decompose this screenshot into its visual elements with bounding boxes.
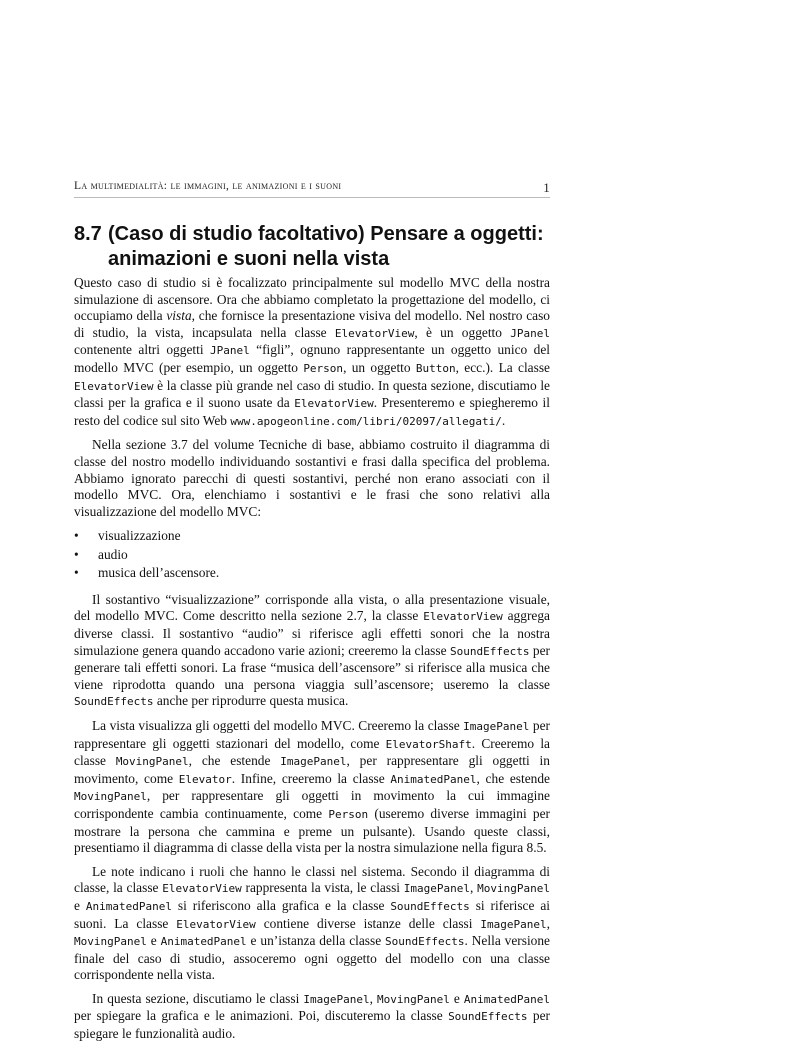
text-run: e (449, 990, 464, 1006)
code-class: SoundEffects (385, 935, 465, 949)
text-run: Le note indicano i ruoli che hanno le classi nel sistema. Secondo il diagramma di classe, la classe (74, 863, 550, 896)
code-class: JPanel (510, 326, 550, 340)
paragraph-section-plan (74, 991, 550, 1043)
text-run: . Creeremo la classe (74, 735, 551, 769)
paragraph-notes (74, 864, 550, 984)
bullet-icon: • (74, 565, 79, 581)
text-run: per spiegare la grafica e le animazioni. Poi, discuteremo la classe (74, 1008, 449, 1024)
code-class: MovingPanel (115, 755, 189, 769)
text-run: . Nella versione finale del caso di studio, assoceremo ogni oggetto del modello con una classe corrispondente nella vista. (74, 933, 551, 983)
running-head (74, 180, 550, 198)
text-run: , che estende (188, 753, 281, 769)
emphasis: vista (166, 308, 192, 324)
text-run: . Infine, creeremo la classe (231, 770, 391, 786)
text-run: aggrega diverse classi. Il sostantivo “audio” si riferisce agli effetti sonori che la nostra simulazione genera quando accadono varie azioni; creeremo la classe (74, 608, 550, 658)
text-run: anche per riprodurre questa musica. (153, 693, 349, 709)
code-class: Elevator (178, 772, 232, 786)
text-run: , per rappresentare gli oggetti in movimento la cui immagine corrispondente cambia continuamente, come (74, 788, 550, 821)
text-run: La vista visualizza gli oggetti del modello MVC. Creeremo la classe (92, 717, 464, 733)
section-heading (74, 222, 554, 272)
code-class: ElevatorView (176, 917, 256, 931)
code-class: ElevatorView (74, 379, 154, 393)
text-run: . (501, 412, 506, 428)
text-run: e (74, 897, 86, 913)
code-class: ElevatorView (162, 882, 242, 896)
code-class: AnimatedPanel (463, 992, 551, 1006)
list-item (74, 564, 550, 583)
section-number: 8.7 (74, 223, 102, 245)
text-run: , (546, 915, 550, 931)
page-number: 1 (543, 180, 550, 195)
bullet-icon: • (74, 546, 79, 562)
code-class: AnimatedPanel (390, 772, 477, 786)
code-class: MovingPanel (477, 882, 551, 896)
text-run: , per rappresentare gli oggetti in movimento, come (74, 753, 550, 786)
list-item-text: audio (98, 546, 128, 562)
text-run: contiene diverse istanze delle classi (255, 915, 481, 931)
paragraph-view-objects (74, 718, 550, 857)
text-run: , un oggetto (343, 359, 416, 375)
code-class: ElevatorView (294, 397, 374, 411)
code-class: ElevatorShaft (385, 737, 472, 751)
code-class: SoundEffects (449, 644, 530, 658)
code-class: MovingPanel (74, 790, 147, 804)
code-class: ImagePanel (480, 917, 547, 931)
code-class: ElevatorView (423, 610, 503, 624)
text-run: , è un oggetto (414, 324, 511, 340)
code-url: www.apogeonline.com/libri/02097/allegati/ (230, 414, 502, 428)
list-item (74, 546, 550, 565)
text-run: contenente altri oggetti (74, 342, 210, 358)
text-run: (useremo diverse immagini per mostrare la persona che cammina e preme un pulsante). Usando queste classi, presentiamo il diagramma di classe della vista per la nostra simulazione nella figura 8.5. (74, 805, 551, 856)
code-class: MovingPanel (377, 992, 450, 1006)
list-item-text: musica dell’ascensore. (98, 565, 220, 581)
text-run: per spiegare le funzionalità audio. (74, 1008, 550, 1042)
code-class: ImagePanel (463, 719, 530, 733)
code-class: Button (415, 361, 456, 375)
code-class: SoundEffects (390, 899, 470, 913)
text-run: si riferisce ai suoni. La classe (74, 897, 551, 931)
code-class: SoundEffects (448, 1010, 528, 1024)
running-head-title: La multimedialità: le immagini, le animazioni e i suoni (74, 180, 342, 192)
text-run: In questa sezione, discutiamo le classi (92, 990, 304, 1006)
text-run: si riferiscono alla grafica e la classe (171, 897, 391, 913)
section-title-line1: (Caso di studio facoltativo) Pensare a oggetti: (108, 223, 544, 245)
text-run: rappresenta la vista, le classi (241, 880, 404, 896)
code-class: AnimatedPanel (85, 899, 172, 913)
text-run: . Presenteremo e spiegheremo il resto del codice sul sito Web (74, 395, 550, 428)
text-run: per rappresentare gli oggetti stazionari del modello, come (74, 717, 550, 751)
text-run: “figli”, ognuno rappresentante un oggetto unico del modello MVC (per esempio, un oggetto (74, 342, 551, 375)
code-class: ElevatorView (334, 326, 415, 340)
text-run: , che fornisce la presentazione visiva del modello. Nel nostro caso di studio, la vista, incapsulata nella classe (74, 308, 550, 340)
bullet-list (74, 527, 550, 583)
text-run: e un’istanza della classe (246, 933, 386, 949)
code-class: ImagePanel (280, 755, 347, 769)
text-run: , (369, 990, 377, 1006)
code-class: ImagePanel (403, 882, 471, 896)
text-run: e (146, 933, 161, 949)
paragraph-intro (74, 275, 550, 430)
text-run: Questo caso di studio si è focalizzato principalmente sul modello MVC della nostra simulazione di ascensore. Ora che abbiamo completato la progettazione del modello, ci occupiamo della (74, 275, 550, 324)
text-run: , (470, 880, 478, 896)
text-run: , ecc.). La classe (455, 359, 550, 375)
text-run: per generare tali effetti sonori. La frase “musica dell’ascensore” si riferisce alla musica che viene riprodotta quando una persona viaggia sull’ascensore; useremo la classe (74, 642, 550, 692)
code-class: SoundEffects (74, 695, 154, 709)
code-class: JPanel (209, 344, 250, 358)
list-item (74, 527, 550, 546)
body-text (74, 275, 550, 1050)
code-class: Person (328, 807, 369, 821)
paragraph-nouns: Nella sezione 3.7 del volume Tecniche di base, abbiamo costruito il diagramma di classe del nostro modello individuando sostantivi e frasi dalla specifica del problema. Abbiamo ignorato parecchi di questi sostantivi, perché non erano associati con il modello MVC. Ora, elenchiamo i sostantivi e le frasi che sono relativi alla visualizzazione del modello MVC: (74, 437, 550, 519)
text-run: , che estende (476, 770, 550, 786)
paragraph-view-noun (74, 592, 550, 711)
code-class: Person (303, 361, 344, 375)
text-run: è la classe più grande nel caso di studio. In questa sezione, discutiamo le classi per la grafica e il suono usate da (74, 377, 550, 411)
code-class: MovingPanel (74, 935, 147, 949)
section-title-line2: animazioni e suoni nella vista (108, 248, 390, 270)
code-class: ImagePanel (303, 992, 370, 1006)
bullet-icon: • (74, 528, 79, 544)
list-item-text: visualizzazione (98, 528, 181, 544)
code-class: AnimatedPanel (160, 935, 247, 949)
text-run: Il sostantivo “visualizzazione” corrisponde alla vista, o alla presentazione visuale, del modello MVC. Come descritto nella sezione 2.7, la classe (74, 591, 550, 624)
